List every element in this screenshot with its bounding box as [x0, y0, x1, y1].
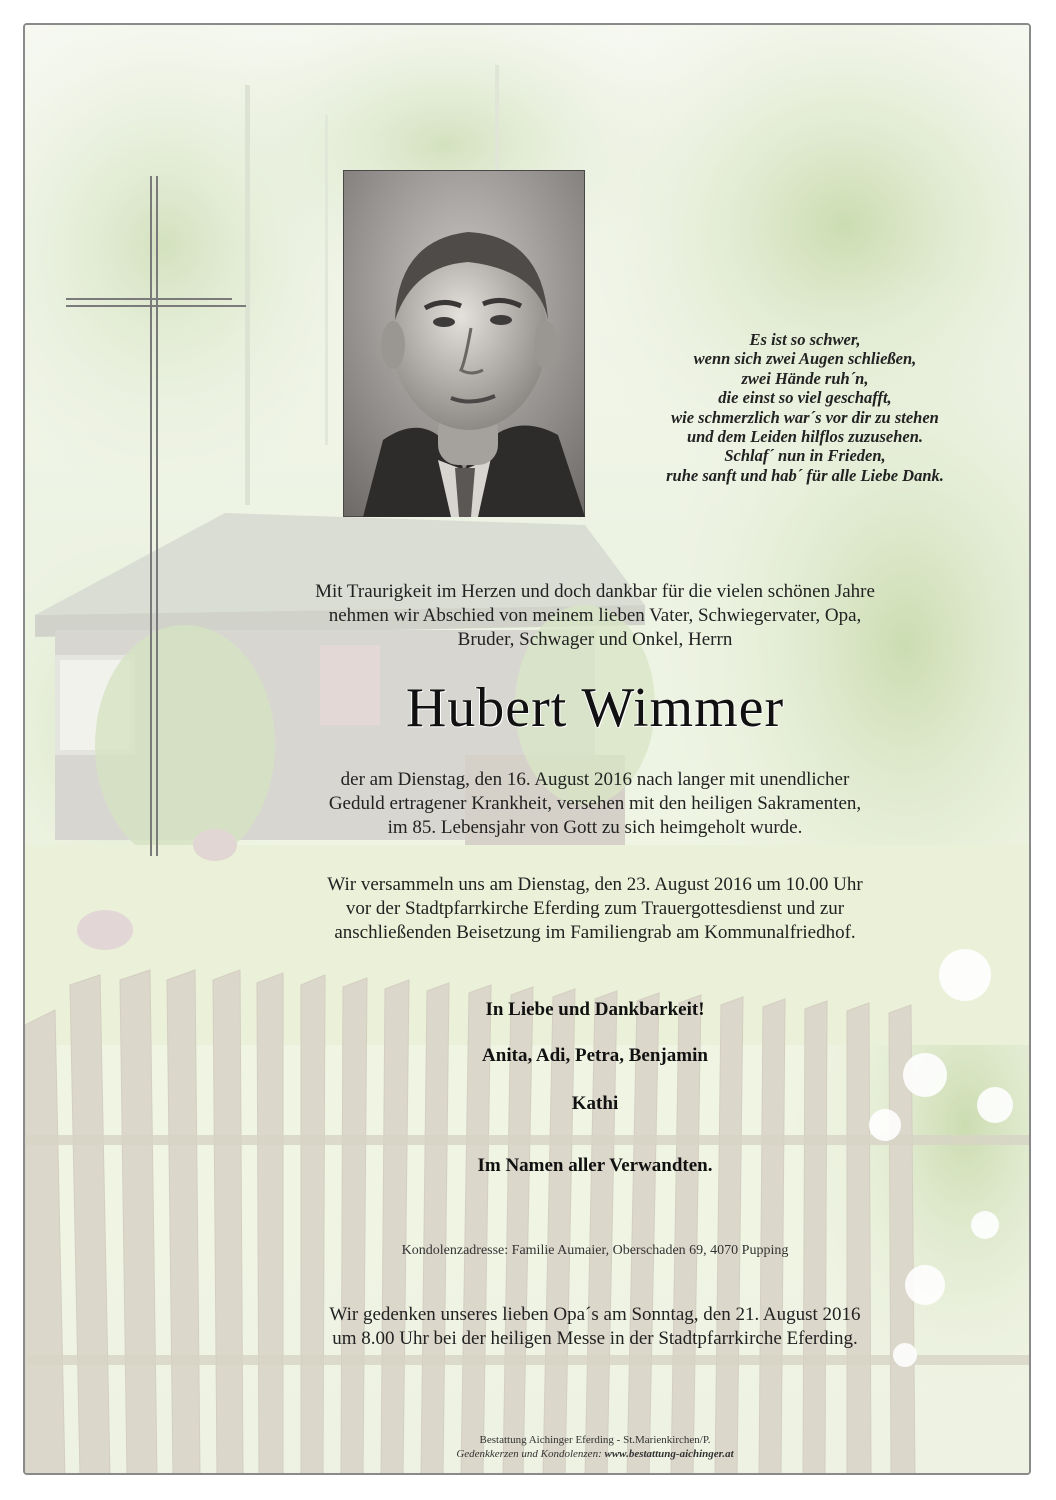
poem-line: und dem Leiden hilflos zuzusehen. — [686, 427, 924, 447]
relatives-line: Im Namen aller Verwandten. — [477, 1155, 713, 1176]
footer-links — [175, 1448, 1015, 1460]
poem-line: die einst so viel geschafft, — [718, 388, 892, 408]
poem — [610, 330, 1000, 485]
portrait-photo — [343, 170, 585, 517]
cross-horizontal-line — [66, 298, 232, 300]
poem-line: ruhe sanft und hab´ für alle Liebe Dank. — [666, 465, 944, 485]
death-info-line: der am Dienstag, den 16. August 2016 nach langer mit unendlicher — [340, 769, 850, 790]
funeral-info-line: Wir versammeln uns am Dienstag, den 23. August 2016 um 10.00 Uhr — [327, 874, 863, 895]
candles-label: Gedenkkerzen und Kondolenzen: — [456, 1448, 602, 1460]
dedication: In Liebe und Dankbarkeit! — [485, 999, 705, 1020]
undertaker-line: Bestattung Aichinger Eferding - St.Marienkirchen/P. — [479, 1434, 711, 1446]
intro-line: Mit Traurigkeit im Herzen und doch dankbar für die vielen schönen Jahre — [315, 581, 875, 602]
death-info-line: Geduld ertragener Krankheit, versehen mit den heiligen Sakramenten, — [328, 793, 862, 814]
funeral-info — [175, 873, 1015, 945]
funeral-info-line: vor der Stadtpfarrkirche Eferding zum Trauergottesdienst und zur — [345, 898, 845, 919]
poem-line: wenn sich zwei Augen schließen, — [693, 349, 917, 369]
deceased-name: Hubert Wimmer — [405, 677, 785, 739]
family-names: Kathi — [571, 1093, 619, 1114]
poem-line: Es ist so schwer, — [749, 330, 861, 349]
death-info — [175, 768, 1015, 840]
cross-horizontal-line — [66, 305, 246, 307]
intro-line: Bruder, Schwager und Onkel, Herrn — [457, 629, 733, 650]
website-link[interactable]: www.bestattung-aichinger.at — [604, 1448, 734, 1460]
family-names: Anita, Adi, Petra, Benjamin — [482, 1045, 708, 1066]
poem-line: Schlaf´ nun in Frieden, — [724, 446, 886, 466]
poem-line: zwei Hände ruh´n, — [741, 368, 869, 388]
death-info-line: im 85. Lebensjahr von Gott zu sich heimgeholt wurde. — [387, 817, 803, 838]
condolence-address: Kondolenzadresse: Familie Aumaier, Oberschaden 69, 4070 Pupping — [401, 1243, 789, 1258]
memorial-mass — [175, 1303, 1015, 1351]
poem-line: wie schmerzlich war´s vor dir zu stehen — [671, 407, 939, 427]
memorial-mass-line: Wir gedenken unseres lieben Opa´s am Sonntag, den 21. August 2016 — [329, 1304, 861, 1325]
cross-vertical-line — [150, 176, 152, 856]
cross-vertical-line — [156, 176, 158, 856]
intro-line: nehmen wir Abschied von meinem lieben Vater, Schwiegervater, Opa, — [328, 605, 862, 626]
intro-text — [175, 580, 1015, 652]
funeral-info-line: anschließenden Beisetzung im Familiengrab am Kommunalfriedhof. — [334, 922, 856, 943]
memorial-mass-line: um 8.00 Uhr bei der heiligen Messe in der Stadtpfarrkirche Eferding. — [332, 1328, 858, 1349]
